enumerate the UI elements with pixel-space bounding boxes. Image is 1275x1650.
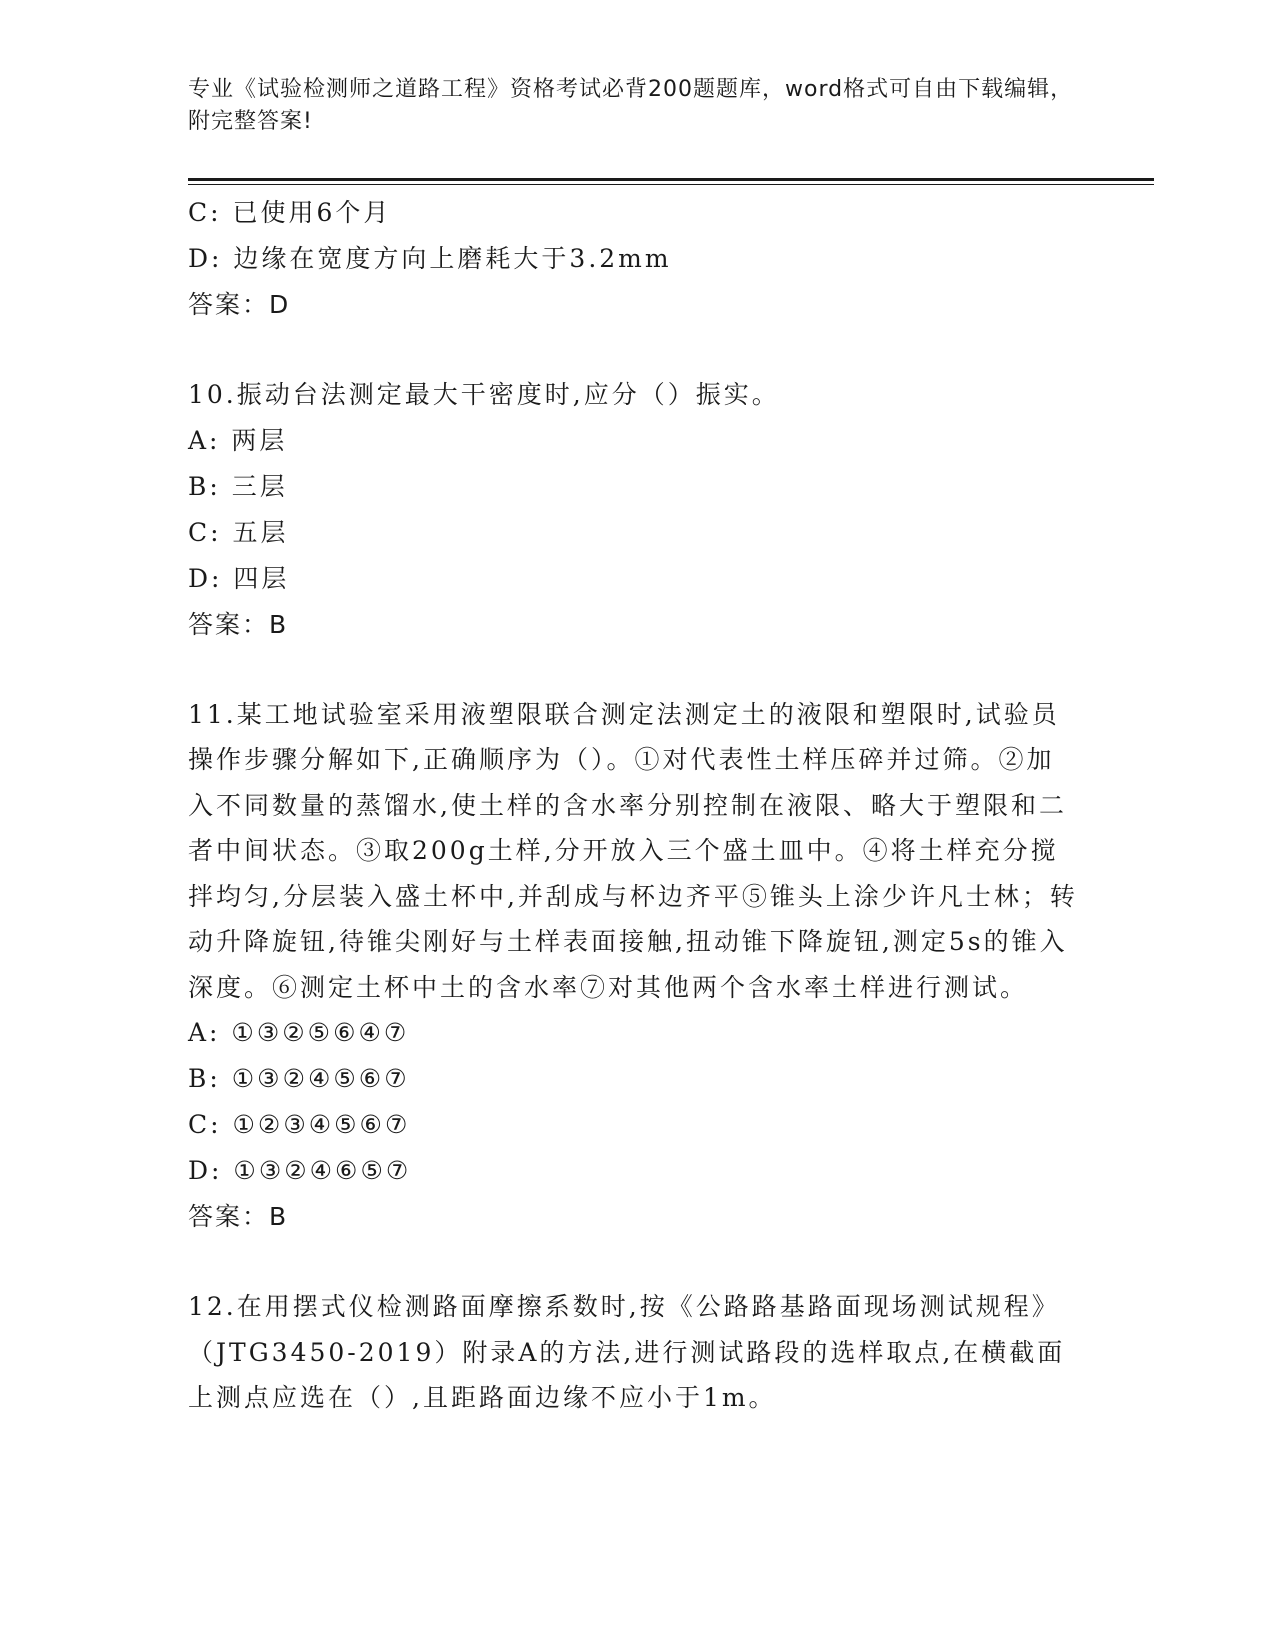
question-stem: 10.振动台法测定最大干密度时,应分（）振实。 bbox=[188, 380, 780, 409]
option-c: C: 五层 bbox=[188, 517, 289, 547]
answer-label: 答案：B bbox=[188, 609, 289, 639]
option-c: C: 已使用6个月 bbox=[188, 198, 392, 227]
question-12-block bbox=[188, 1284, 1078, 1421]
option-d: D: 边缘在宽度方向上磨耗大于3.2mm bbox=[188, 244, 672, 273]
option-c: C: ①②③④⑤⑥⑦ bbox=[188, 1110, 411, 1139]
option-b: B: 三层 bbox=[188, 471, 288, 501]
header-divider-thick bbox=[188, 178, 1154, 181]
answer-label: 答案：D bbox=[188, 290, 291, 319]
option-d: D: 四层 bbox=[188, 563, 290, 593]
option-a: A: 两层 bbox=[188, 425, 288, 455]
question-content bbox=[188, 190, 1078, 1421]
answer-label: 答案：B bbox=[188, 1202, 289, 1231]
prev-question-block bbox=[188, 190, 1078, 328]
header-divider-thin bbox=[188, 184, 1154, 185]
option-d: D: ①③②④⑥⑤⑦ bbox=[188, 1156, 412, 1185]
question-11-block bbox=[188, 692, 1078, 1241]
option-b: B: ①③②④⑤⑥⑦ bbox=[188, 1064, 410, 1093]
option-a: A: ①③②⑤⑥④⑦ bbox=[188, 1018, 410, 1047]
document-header: 专业《试验检测师之道路工程》资格考试必背200题题库，word格式可自由下载编辑，附完整答案! bbox=[188, 77, 1074, 134]
question-stem: 11.某工地试验室采用液塑限联合测定法测定土的液限和塑限时,试验员操作步骤分解如下,正确顺序为（）。①对代表性土样压碎并过筛。②加入不同数量的蒸馏水,使土样的含水率分别控制在液限、略大于塑限和二者中间状态。③取200g土样,分开放入三个盛土皿中。④将土样充分搅拌均匀,分层装入盛土杯中,并刮成与杯边齐平⑤锥头上涂少许凡士林；转动升降旋钮,待锥尖刚好与土样表面接触,扭动锥下降旋钮,测定5s的锥入深度。⑥测定土杯中土的含水率⑦对其他两个含水率土样进行测试。 bbox=[188, 699, 1078, 1002]
question-stem: 12.在用摆式仪检测路面摩擦系数时,按《公路路基路面现场测试规程》（JTG3450-2019）附录A的方法,进行测试路段的选样取点,在横截面上测点应选在（）,且距路面边缘不应小于1m。 bbox=[188, 1292, 1066, 1412]
question-10-block bbox=[188, 372, 1078, 648]
